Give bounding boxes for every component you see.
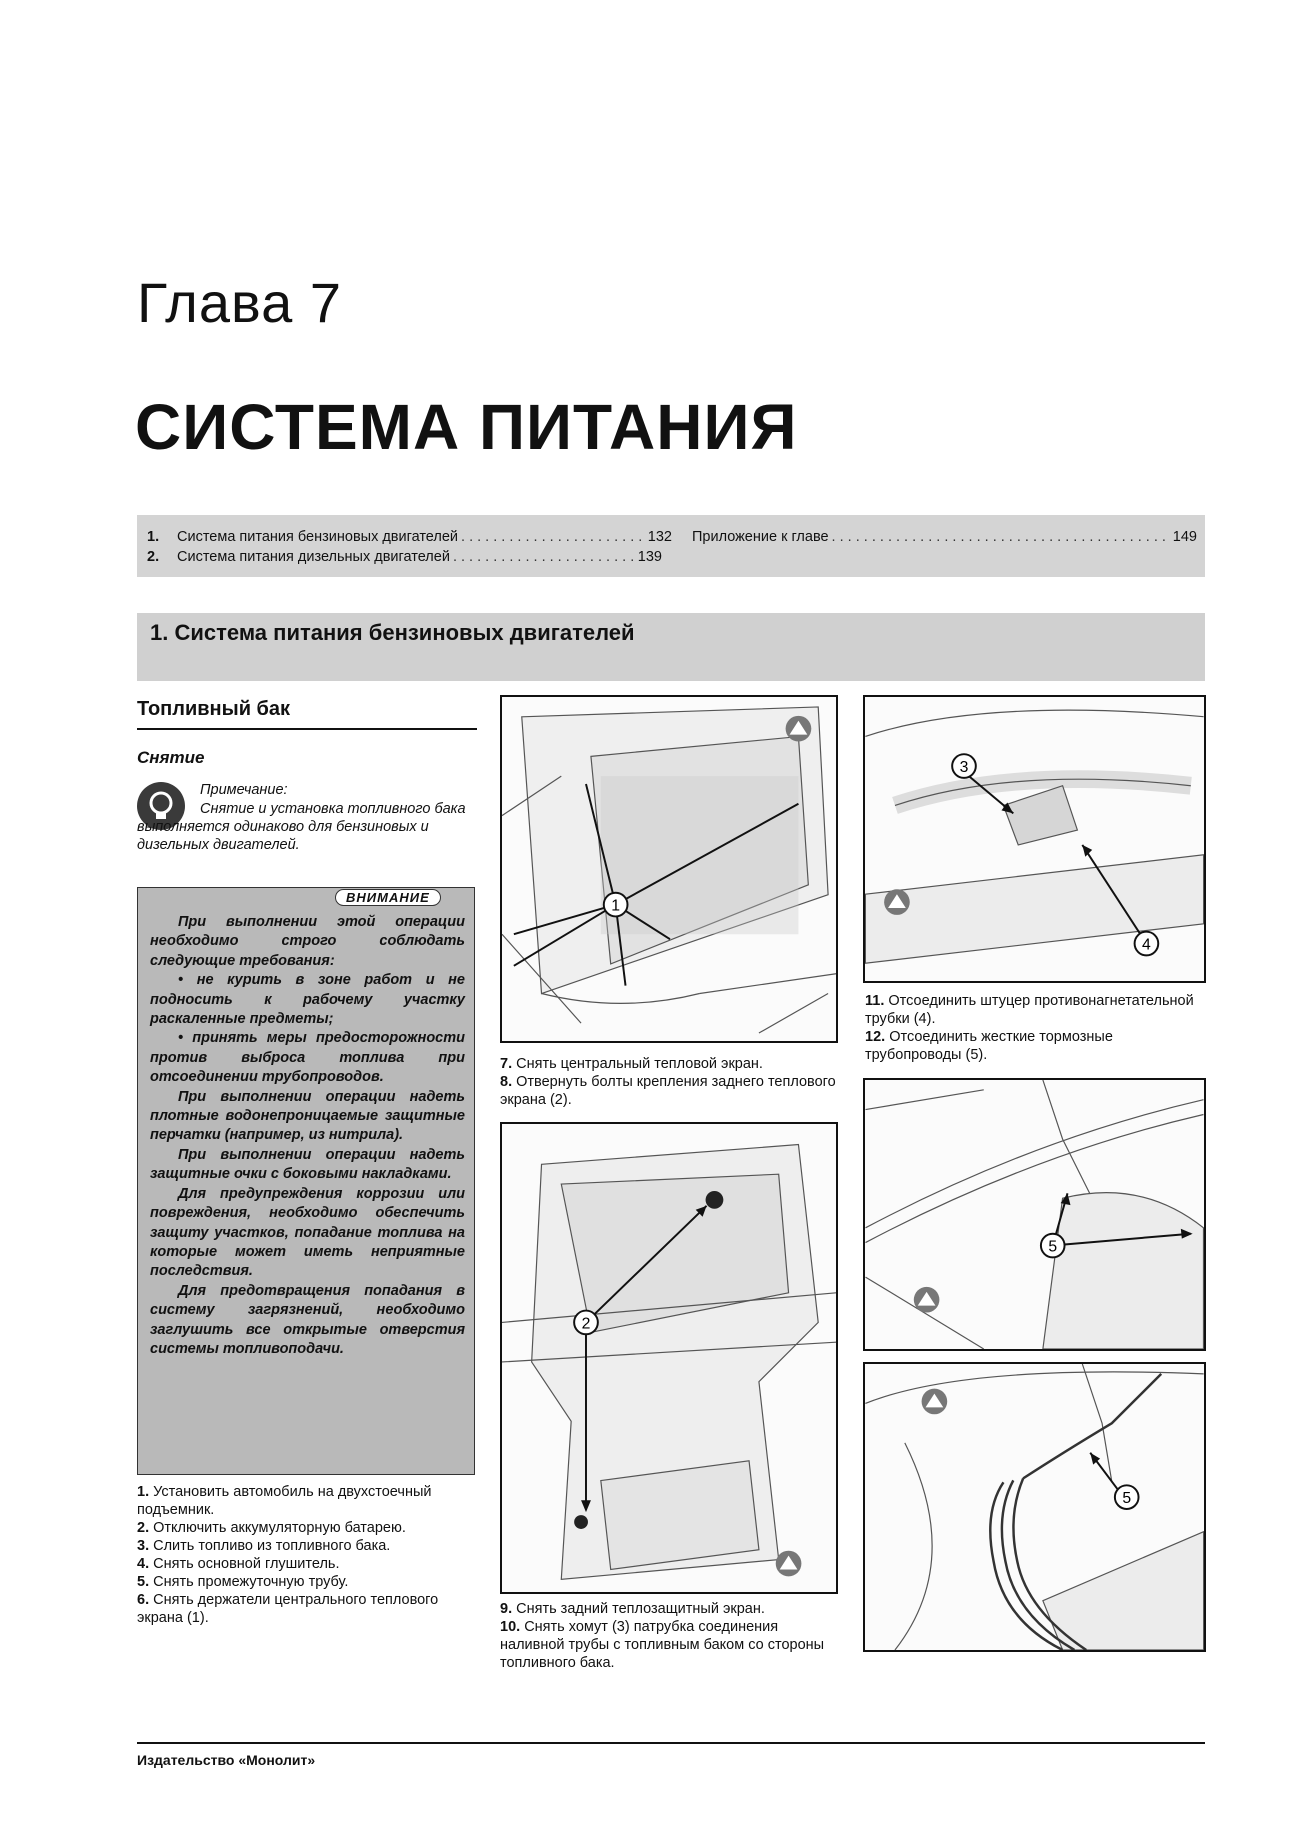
figure-illustration	[865, 1080, 1204, 1349]
figure-fuel-hose-clamp	[863, 695, 1206, 983]
list-item: 12. Отсоединить жесткие тормозные трубопроводы (5).	[865, 1029, 1113, 1063]
warning-paragraph: • принять меры предосторожности против выброса топлива при отсоединении трубопроводов.	[150, 1030, 465, 1086]
list-item: 9. Снять задний теплозащитный экран.	[500, 1601, 765, 1617]
toc-entry[interactable]: Приложение к главе . . . 149	[692, 529, 1197, 545]
figure-illustration	[865, 1364, 1204, 1650]
warning-paragraph: Для предупреждения коррозии или повреждения, необходимо обеспечить защиту участков, попадание топлива на которые может иметь неприятные последствия.	[150, 1185, 465, 1280]
warning-paragraph: При выполнении операции надеть плотные водонепроницаемые защитные перчатки (например, из нитрила).	[150, 1088, 465, 1144]
removal-heading: Снятие	[137, 748, 205, 767]
figure-callout: 2	[581, 1315, 591, 1333]
steps-list-2a	[500, 1055, 840, 1109]
figure-heat-shield-holders	[500, 695, 838, 1043]
monolit-logo-icon	[884, 889, 910, 915]
steps-list-1	[137, 1483, 477, 1627]
monolit-logo-icon	[776, 1551, 802, 1577]
toc-entry[interactable]: 1. Система питания бензиновых двигателей . . . 132	[147, 529, 672, 545]
list-item: 4. Снять основной глушитель.	[137, 1556, 340, 1572]
figure-rear-heat-shield	[500, 1122, 838, 1594]
warning-paragraph: Для предотвращения попадания в систему загрязнений, необходимо заглушить все открытые отверстия системы топливоподачи.	[150, 1282, 465, 1357]
figure-callout: 4	[1142, 936, 1151, 954]
list-item: 7. Снять центральный тепловой экран.	[500, 1056, 763, 1072]
list-item: 11. Отсоединить штуцер противонагнетательной трубки (4).	[865, 993, 1194, 1027]
figure-brake-lines-b	[863, 1362, 1206, 1652]
figure-callout: 5	[1122, 1490, 1132, 1508]
monolit-logo-icon	[914, 1287, 940, 1313]
list-item: 8. Отвернуть болты крепления заднего теплового экрана (2).	[500, 1074, 836, 1108]
footer-divider	[137, 1742, 1205, 1744]
chapter-label: Глава 7	[137, 271, 342, 334]
list-item: 6. Снять держатели центрального теплового экрана (1).	[137, 1592, 439, 1626]
warning-paragraph: При выполнении операции надеть защитные очки с боковыми накладками.	[150, 1146, 465, 1183]
warning-paragraph: При выполнении этой операции необходимо строго соблюдать следующие требования:	[150, 914, 465, 969]
section-title: 1. Система питания бензиновых двигателей	[150, 620, 635, 645]
monolit-logo-icon	[922, 1389, 948, 1415]
warning-text	[150, 913, 465, 1359]
list-item: 5. Снять промежуточную трубу.	[137, 1574, 349, 1590]
steps-list-2b	[500, 1600, 840, 1672]
chapter-title: СИСТЕМА ПИТАНИЯ	[135, 391, 798, 463]
figure-callout: 1	[611, 897, 621, 915]
figure-callout: 3	[959, 758, 969, 776]
figure-illustration	[502, 1124, 836, 1592]
divider	[137, 728, 477, 730]
list-item: 10. Снять хомут (3) патрубка соединения наливной трубы с топливным баком со стороны топливного бака.	[500, 1619, 825, 1671]
warning-label: ВНИМАНИЕ	[335, 889, 441, 906]
table-of-contents	[137, 515, 1205, 577]
steps-list-3	[865, 992, 1205, 1064]
list-item: 2. Отключить аккумуляторную батарею.	[137, 1520, 406, 1536]
note-body: Снятие и установка топливного бака выполняется одинаково для бензиновых и дизельных двигателей.	[137, 801, 466, 853]
figure-brake-lines-a	[863, 1078, 1206, 1351]
list-item: 1. Установить автомобиль на двухстоечный подъемник.	[137, 1484, 432, 1518]
note-title: Примечание:	[200, 782, 288, 798]
toc-entry[interactable]: 2. Система питания дизельных двигателей . . . 139	[147, 549, 662, 565]
list-item: 3. Слить топливо из топливного бака.	[137, 1538, 391, 1554]
figure-callout: 5	[1048, 1238, 1058, 1256]
monolit-logo-icon	[786, 716, 812, 742]
footer-publisher: Издательство «Монолит»	[137, 1752, 316, 1768]
figure-illustration	[865, 697, 1204, 981]
figure-illustration	[502, 697, 836, 1041]
warning-paragraph: • не курить в зоне работ и не подносить к рабочему участку раскаленные предметы;	[150, 972, 465, 1028]
subsection-title: Топливный бак	[137, 698, 291, 720]
